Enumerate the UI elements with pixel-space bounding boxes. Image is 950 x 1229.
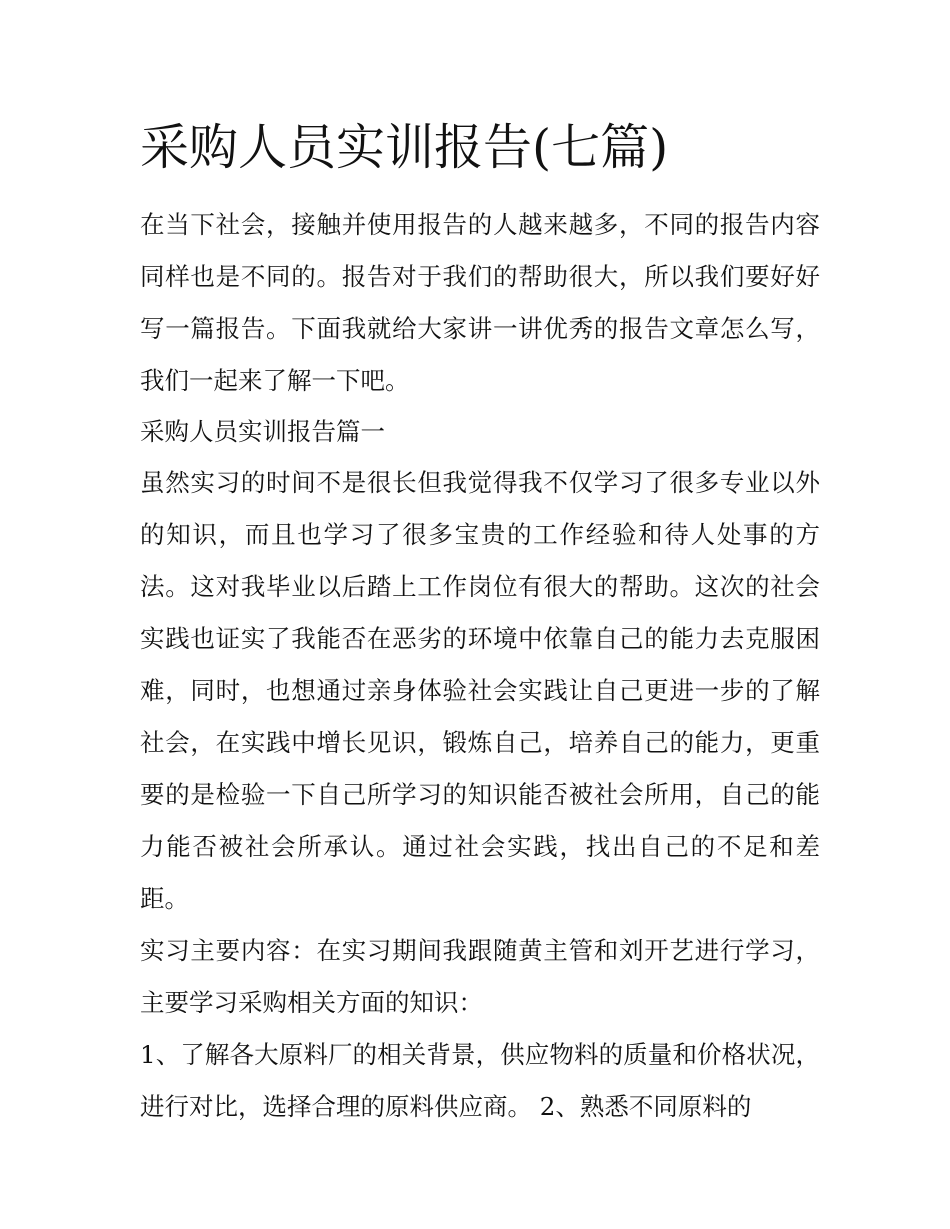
intro-paragraph: 在当下社会，接触并使用报告的人越来越多，不同的报告内容同样也是不同的。报告对于我们的帮助很大，所以我们要好好写一篇报告。下面我就给大家讲一讲优秀的报告文章怎么写，我们一起来了解一下吧。 — [140, 210, 820, 395]
list-paragraph: 1、了解各大原料厂的相关背景，供应物料的质量和价格状况，进行对比，选择合理的原料供应商。 2、熟悉不同原料的 — [140, 1040, 820, 1121]
body-paragraph: 实习主要内容：在实习期间我跟随黄主管和刘开艺进行学习，主要学习采购相关方面的知识： — [140, 936, 820, 1017]
body-paragraph: 虽然实习的时间不是很长但我觉得我不仅学习了很多专业以外的知识，而且也学习了很多宝贵的工作经验和待人处事的方法。这对我毕业以后踏上工作岗位有很大的帮助。这次的社会实践也证实了我能否在恶劣的环境中依靠自己的能力去克服困难，同时，也想通过亲身体验社会实践让自己更进一步的了解社会，在实践中增长见识，锻炼自己，培养自己的能力，更重要的是检验一下自己所学习的知识能否被社会所用，自己的能力能否被社会所承认。通过社会实践，找出自己的不足和差距。 — [140, 468, 820, 913]
section-heading: 采购人员实训报告篇一 — [140, 417, 385, 446]
document-body — [140, 199, 820, 1133]
document-title: 采购人员实训报告(七篇) — [140, 119, 669, 176]
